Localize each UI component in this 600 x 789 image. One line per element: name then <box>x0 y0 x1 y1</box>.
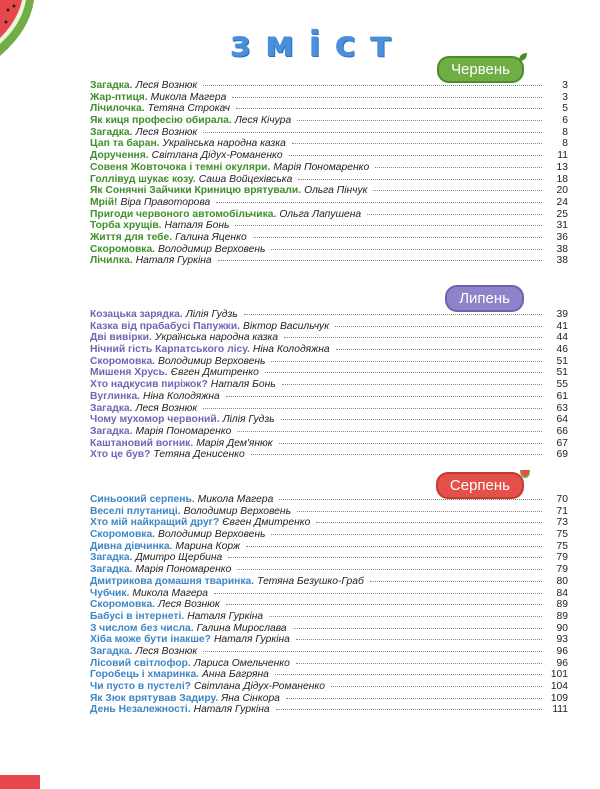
toc-entry[interactable]: Козацька зарядка. Лілія Гудзь 39 <box>90 309 568 320</box>
toc-entry[interactable]: Цап та баран. Українська народна казка 8 <box>90 138 568 150</box>
toc-entry[interactable]: Хіба може бути інакше? Наталя Гуркіна 93 <box>90 634 568 646</box>
month-badge-june <box>437 56 524 83</box>
toc-entry[interactable]: Загадка. Леся Вознюк 3 <box>90 80 568 91</box>
toc-entry[interactable]: Нічний гість Карпатського лісу. Ніна Колодяжна 46 <box>90 344 568 356</box>
month-label: Серпень <box>449 477 510 494</box>
toc-entry[interactable]: Чи пусто в пустелі? Світлана Дідух-Романенко 104 <box>90 681 568 692</box>
toc-entry[interactable]: Хто це був? Тетяна Денисенко 69 <box>90 449 568 461</box>
section-june <box>90 80 568 267</box>
toc-entry[interactable]: Дивна дівчинка. Марина Корж 75 <box>90 540 568 552</box>
page-title: зміст <box>230 24 405 65</box>
leaf-icon <box>518 52 528 62</box>
month-label: Червень <box>451 61 510 78</box>
toc-entry[interactable]: Загадка. Марія Пономаренко 79 <box>90 564 568 576</box>
toc-entry[interactable]: Життя для тебе. Галина Яценко 36 <box>90 231 568 243</box>
toc-entry[interactable]: Бабусі в інтернеті. Наталя Гуркіна 89 <box>90 610 568 622</box>
toc-entry[interactable]: Як Зюк врятував Задиру. Яна Сінкора 109 <box>90 692 568 704</box>
toc-entry[interactable]: Дві вивірки. Українська народна казка 44 <box>90 332 568 344</box>
month-label: Липень <box>459 290 510 307</box>
toc-entry[interactable]: Вуглинка. Ніна Колодяжна 61 <box>90 390 568 402</box>
toc-entry[interactable]: Скоромовка. Володимир Верховень 75 <box>90 529 568 541</box>
toc-entry[interactable]: Хто мій найкращий друг? Євген Дмитренко 73 <box>90 517 568 529</box>
toc-entry[interactable]: Скоромовка. Володимир Верховень 51 <box>90 355 568 367</box>
toc-entry[interactable]: Пригоди червоного автомобільчика. Ольга Лапушена 25 <box>90 208 568 220</box>
watermelon-slice-icon <box>520 468 530 478</box>
toc-entry[interactable]: Скоромовка. Леся Вознюк 89 <box>90 599 568 611</box>
toc-entry[interactable]: День Незалежності. Наталя Гуркіна 111 <box>90 704 568 716</box>
toc-entry[interactable]: Доручення. Світлана Дідух-Романенко 11 <box>90 150 568 162</box>
toc-entry[interactable]: Каштановий вогник. Марія Дем'янюк 67 <box>90 437 568 449</box>
toc-entry[interactable]: Совеня Жовточока і темні окуляри. Марія Пономаренко 13 <box>90 161 568 173</box>
toc-entry[interactable]: Торба хрущів. Наталя Бонь 31 <box>90 220 568 232</box>
section-august <box>90 494 568 716</box>
toc-entry[interactable]: З числом без числа. Галина Мирослава 90 <box>90 622 568 634</box>
corner-stripe <box>0 775 40 789</box>
toc-entry[interactable]: Чому мухомор червоний. Лілія Гудзь 64 <box>90 414 568 426</box>
toc-entry[interactable]: Голлівуд шукає козу. Саша Войцехівська 18 <box>90 173 568 185</box>
toc-entry[interactable]: Як Сонячні Зайчики Криницю врятували. Ольга Пінчук 20 <box>90 185 568 197</box>
toc-entry[interactable]: Загадка. Леся Вознюк 63 <box>90 402 568 414</box>
toc-entry[interactable]: Чубчик. Микола Магера 84 <box>90 587 568 599</box>
toc-entry[interactable]: Лічилка. Наталя Гуркіна 38 <box>90 255 568 267</box>
toc-entry[interactable]: Мрій! Віра Правоторова 24 <box>90 196 568 208</box>
month-badge-july <box>445 285 524 312</box>
toc-entry[interactable]: Загадка. Леся Вознюк 96 <box>90 645 568 657</box>
watermelon-decoration-icon <box>0 0 40 58</box>
section-july <box>90 309 568 461</box>
toc-entry[interactable]: Казка від прабабусі Папужки. Віктор Васильчук 41 <box>90 320 568 332</box>
toc-entry[interactable]: Лісовий світлофор. Лариса Омельченко 96 <box>90 657 568 669</box>
toc-entry[interactable]: Загадка. Марія Пономаренко 66 <box>90 425 568 437</box>
toc-entry[interactable]: Загадка. Леся Вознюк 8 <box>90 126 568 138</box>
toc-entry[interactable]: Горобець і хмаринка. Анна Багряна 101 <box>90 669 568 681</box>
toc-entry[interactable]: Веселі плутаниці. Володимир Верховень 71 <box>90 505 568 517</box>
toc-entry[interactable]: Хто надкусив пиріжок? Наталя Бонь 55 <box>90 379 568 391</box>
toc-entry[interactable]: Жар-птиця. Микола Магера 3 <box>90 91 568 103</box>
toc-entry[interactable]: Загадка. Дмитро Щербина 79 <box>90 552 568 564</box>
toc-entry[interactable]: Дмитрикова домашня тваринка. Тетяна Безушко-Граб 80 <box>90 575 568 587</box>
toc-entry[interactable]: Синьоокий серпень. Микола Магера 70 <box>90 494 568 505</box>
toc-entry[interactable]: Мишеня Хрусь. Євген Дмитренко 51 <box>90 367 568 379</box>
toc-entry[interactable]: Лічилочка. Тетяна Строкач 5 <box>90 103 568 115</box>
toc-entry[interactable]: Скоромовка. Володимир Верховень 38 <box>90 243 568 255</box>
toc-entry[interactable]: Як киця професію обирала. Леся Кічура 6 <box>90 115 568 127</box>
